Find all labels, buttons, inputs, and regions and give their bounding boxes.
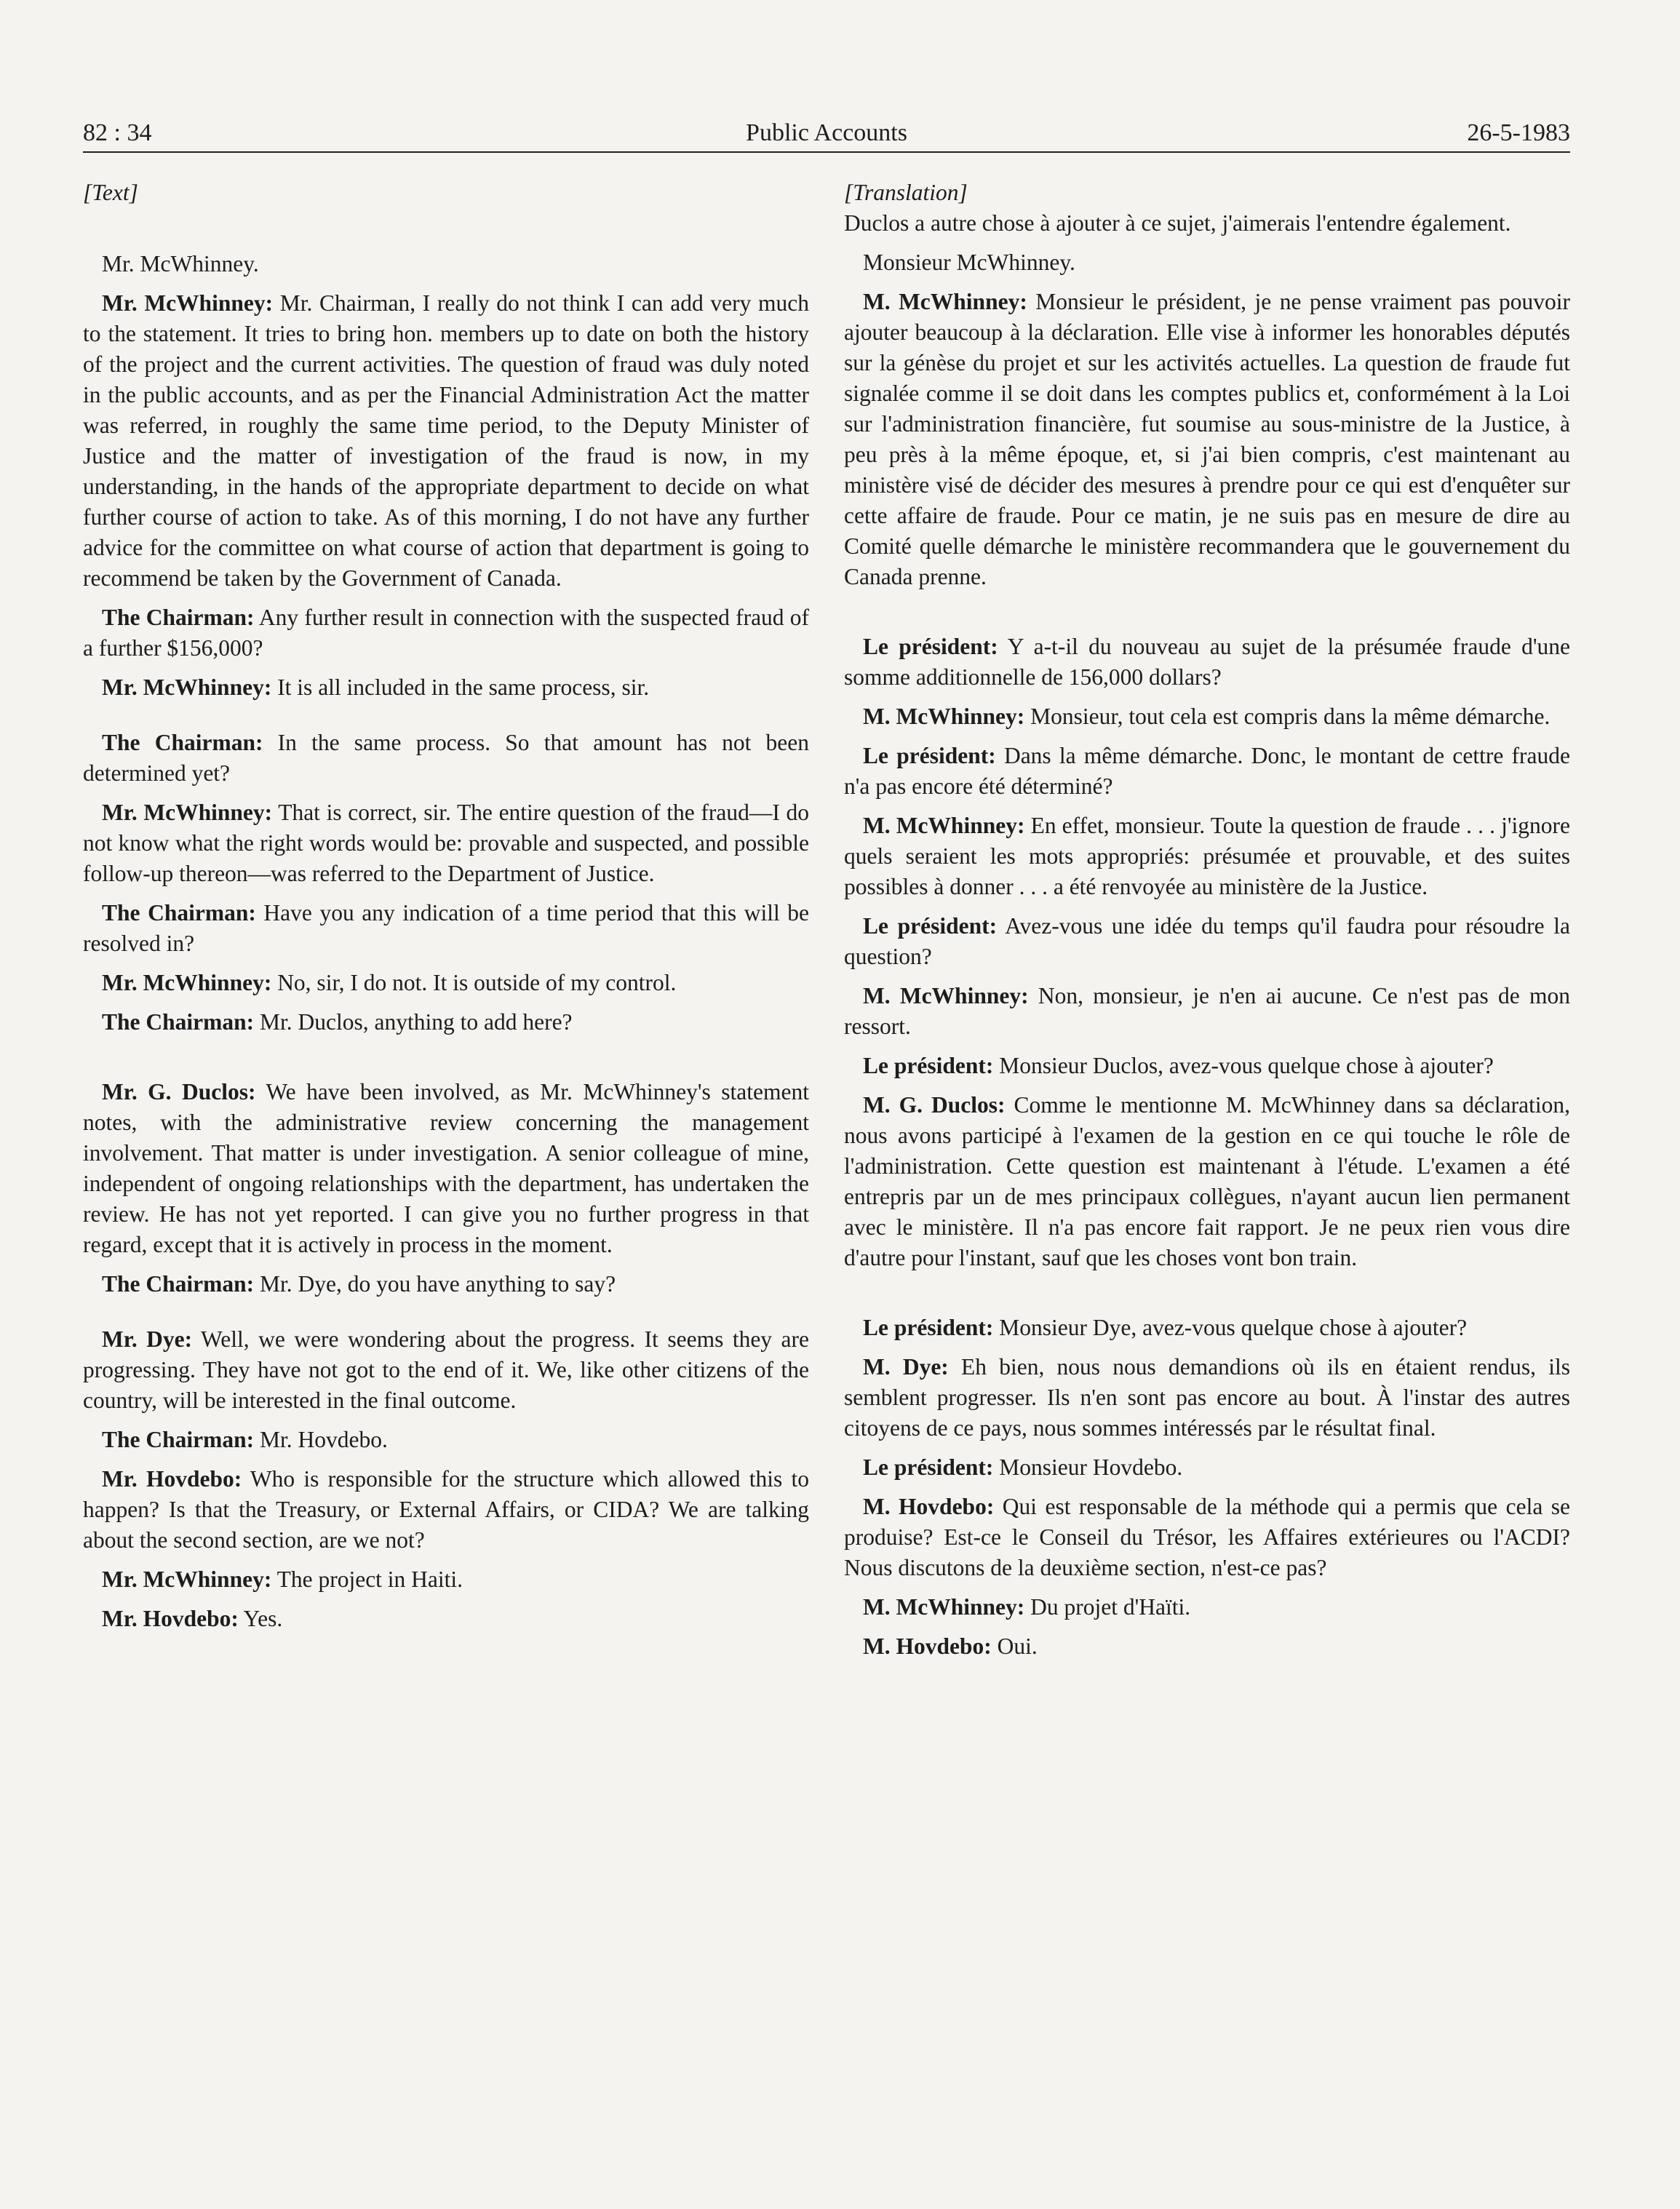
paragraph: Le président: Avez-vous une idée du temps qu'il faudra pour résoudre la question?: [844, 913, 1570, 969]
page-number: 82 : 34: [83, 119, 152, 146]
speaker-name: M. McWhinney:: [863, 813, 1025, 838]
paragraph: M. G. Duclos: Comme le mentionne M. McWhinney dans sa déclaration, nous avons participé à l'examen de la gestion en ce qui touche le rôle de l'administration. Cette question est maintenant à l'étude. L'examen a été entrepris par un de mes principaux collègues, n'ayant aucun lien permanent avec le ministère. Il n'a pas encore fait rapport. Je ne peux rien vous dire d'autre pour l'instant, sauf que les choses vont bon train.: [844, 1092, 1571, 1270]
paragraph: Mr. McWhinney: Mr. Chairman, I really do not think I can add very much to the statement. It tries to bring hon. members up to date on both the history of the project and the current activities. The question of fraud was duly noted in the public accounts, and as per the Financial Administration Act the matter was referred, in roughly the same time period, to the Deputy Minister of Justice and the matter of investigation of the fraud is now, in my understanding, in the hands of the appropriate department to decide on what further course of action to take. As of this morning, I do not have any further advice for the committee on what course of action that department is going to recommend be taken by the Government of Canada.: [83, 290, 809, 591]
paragraph: The Chairman: Mr. Hovdebo.: [102, 1427, 388, 1452]
speaker-name: The Chairman:: [102, 605, 255, 630]
paragraph: The Chairman: Mr. Dye, do you have anything to say?: [102, 1271, 616, 1297]
paragraph: M. McWhinney: Monsieur, tout cela est compris dans la même démarche.: [863, 704, 1550, 729]
french-column: [844, 178, 1570, 1671]
speaker-name: M. Hovdebo:: [863, 1494, 995, 1519]
paragraph: Mr. McWhinney: It is all included in the same process, sir.: [102, 674, 650, 700]
paragraph: Mr. McWhinney: That is correct, sir. The entire question of the fraud—I do not know what the right words would be: provable and suspected, and possible follow-up thereon—was referred to the Department of Justice.: [83, 800, 809, 886]
paragraph: Mr. Dye: Well, we were wondering about the progress. It seems they are progressing. They have not got to the end of it. We, like other citizens of the country, will be interested in the final outcome.: [83, 1326, 809, 1413]
speaker-name: M. McWhinney:: [863, 1594, 1025, 1620]
speaker-name: Mr. McWhinney:: [102, 290, 274, 316]
speaker-name: The Chairman:: [102, 730, 263, 755]
speaker-name: M. McWhinney:: [863, 704, 1025, 729]
paragraph: Le président: Monsieur Hovdebo.: [863, 1454, 1183, 1480]
speaker-name: Mr. McWhinney:: [102, 800, 273, 825]
paragraph: Le président: Dans la même démarche. Donc, le montant de cettre fraude n'a pas encore été déterminé?: [844, 743, 1570, 799]
paragraph: Mr. Hovdebo: Yes.: [102, 1606, 283, 1631]
paragraph: The Chairman: In the same process. So that amount has not been determined yet?: [83, 730, 809, 786]
paragraph: Le président: Monsieur Duclos, avez-vous quelque chose à ajouter?: [863, 1053, 1494, 1078]
english-column: [83, 178, 809, 1643]
speaker-name: Le président:: [863, 743, 996, 768]
speaker-name: M. Dye:: [863, 1354, 949, 1380]
speaker-name: The Chairman:: [102, 900, 256, 926]
paragraph: The Chairman: Any further result in connection with the suspected fraud of a further $156,000?: [83, 605, 809, 661]
running-title: Public Accounts: [746, 119, 907, 146]
paragraph: M. McWhinney: Monsieur le président, je ne pense vraiment pas pouvoir ajouter beaucoup à la déclaration. Elle vise à informer les honorables députés sur la génèse du projet et sur les activités actuelles. La question de fraude fut signalée comme il se doit dans les comptes publics et, conformément à la Loi sur l'administration financière, fut soumise au sous-ministre de la Justice, à peu près à la même époque, et, si j'ai bien compris, c'est maintenant au ministère visé de décider des mesures à prendre pour ce qui est d'enquêter sur cette affaire de fraude. Pour ce matin, je ne suis pas en mesure de dire au Comité quelle démarche le ministère recommandera que le gouvernement du Canada prenne.: [844, 289, 1570, 589]
paragraph: Le président: Y a-t-il du nouveau au sujet de la présumée fraude d'une somme additionnelle de 156,000 dollars?: [844, 634, 1570, 690]
speaker-name: Le président:: [863, 1454, 994, 1480]
speaker-name: Mr. G. Duclos:: [102, 1079, 256, 1104]
paragraph: M. McWhinney: Du projet d'Haïti.: [863, 1594, 1191, 1620]
speaker-name: The Chairman:: [102, 1271, 255, 1297]
speaker-name: Mr. McWhinney:: [102, 674, 272, 700]
speaker-name: M. G. Duclos:: [863, 1092, 1006, 1118]
paragraph: Mr. McWhinney.: [102, 251, 259, 276]
speaker-name: Le président:: [863, 634, 998, 659]
speaker-name: M. Hovdebo:: [863, 1633, 992, 1659]
speaker-name: Mr. Dye:: [102, 1326, 193, 1352]
paragraph: M. Hovdebo: Oui.: [863, 1633, 1038, 1659]
speaker-name: Le président:: [863, 913, 998, 939]
paragraph: Mr. McWhinney: The project in Haiti.: [102, 1567, 463, 1592]
speaker-name: Le président:: [863, 1053, 994, 1078]
speaker-name: Mr. McWhinney:: [102, 970, 272, 995]
paragraph: Le président: Monsieur Dye, avez-vous quelque chose à ajouter?: [863, 1315, 1468, 1340]
speaker-name: Mr. Hovdebo:: [102, 1606, 239, 1631]
paragraph: Mr. G. Duclos: We have been involved, as Mr. McWhinney's statement notes, with the administrative review concerning the management involvement. That matter is under investigation. A senior colleague of mine, independent of ongoing relationships with the department, has undertaken the review. He has not yet reported. I can give you no further progress in that regard, except that it is actively in process in the moment.: [83, 1079, 809, 1257]
paragraph: The Chairman: Have you any indication of a time period that this will be resolved in?: [83, 900, 810, 956]
speaker-name: M. McWhinney:: [863, 983, 1029, 1008]
page-header: [83, 115, 1570, 151]
speaker-name: The Chairman:: [102, 1427, 255, 1452]
paragraph: M. McWhinney: En effet, monsieur. Toute la question de fraude . . . j'ignore quels seraient les mots appropriés: présumée et prouvable, et des suites possibles à donner . . . a été renvoyée au ministère de la Justice.: [844, 813, 1570, 899]
paragraph: Monsieur McWhinney.: [863, 250, 1075, 275]
paragraph: Mr. McWhinney: No, sir, I do not. It is outside of my control.: [102, 970, 677, 995]
paragraph: Mr. Hovdebo: Who is responsible for the structure which allowed this to happen? Is that the Treasury, or External Affairs, or CIDA? We are talking about the second section, are we not?: [83, 1466, 809, 1553]
speaker-name: Le président:: [863, 1315, 994, 1340]
paragraph: Duclos a autre chose à ajouter à ce sujet, j'aimerais l'entendre également.: [844, 210, 1511, 236]
paragraph: M. McWhinney: Non, monsieur, je n'en ai aucune. Ce n'est pas de mon ressort.: [844, 983, 1570, 1039]
header-date: 26-5-1983: [1467, 119, 1570, 146]
paragraph: The Chairman: Mr. Duclos, anything to add here?: [102, 1009, 573, 1035]
speaker-name: Mr. McWhinney:: [102, 1567, 272, 1592]
speaker-name: M. McWhinney:: [863, 289, 1027, 314]
speaker-name: The Chairman:: [102, 1009, 255, 1035]
speaker-name: Mr. Hovdebo:: [102, 1466, 242, 1492]
paragraph: M. Dye: Eh bien, nous nous demandions où ils en étaient rendus, ils semblent progresser. Ils n'en sont pas encore au bout. À l'instar des autres citoyens de ce pays, nous sommes intéressés par le résultat final.: [844, 1354, 1571, 1441]
language-tag: [Text]: [83, 180, 138, 205]
language-tag: [Translation]: [844, 180, 968, 205]
header-rule: [83, 151, 1570, 153]
paragraph: M. Hovdebo: Qui est responsable de la méthode qui a permis que cela se produise? Est-ce le Conseil du Trésor, les Affaires extérieures ou l'ACDI? Nous discutons de la deuxième section, n'est-ce pas?: [844, 1494, 1570, 1580]
